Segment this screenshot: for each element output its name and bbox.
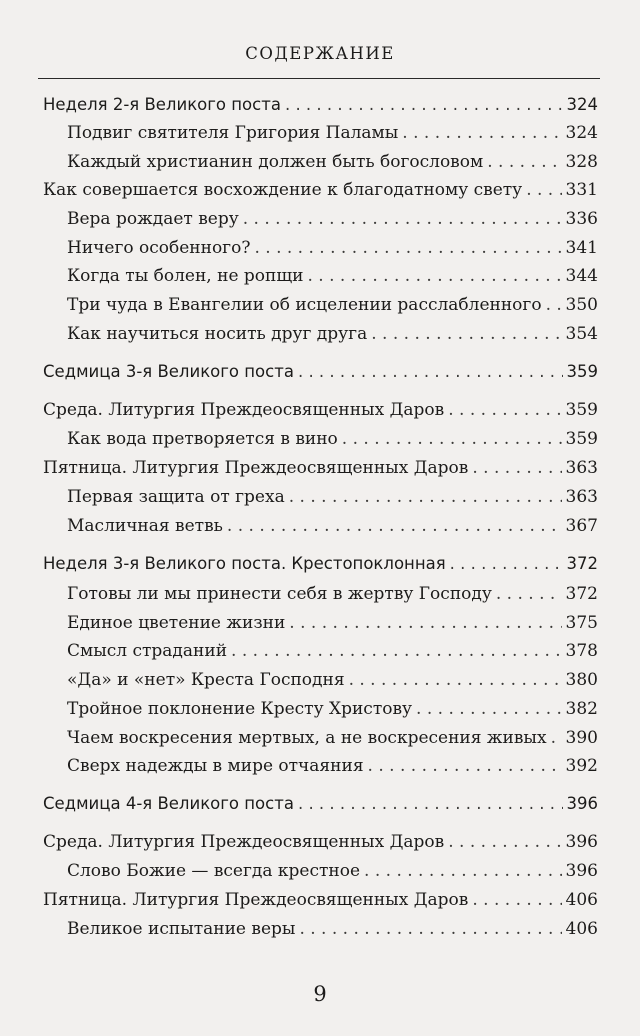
dot-leader (308, 263, 562, 289)
header-rule (38, 78, 600, 79)
toc-entry-title: Масличная ветвь (67, 516, 223, 536)
toc-entry-title: Ничего особенного? (67, 238, 251, 258)
dot-leader (243, 206, 562, 232)
dot-leader (551, 725, 562, 751)
toc-entry[interactable] (67, 321, 598, 347)
toc-entry-page: 375 (565, 613, 598, 633)
toc-entry-title: Пятница. Литургия Преждеосвященных Даров (43, 890, 469, 910)
toc-entry-page: 382 (565, 699, 598, 719)
toc-entry-title: Пятница. Литургия Преждеосвященных Даров (43, 458, 469, 478)
toc-entry[interactable] (43, 455, 598, 481)
toc-entry-title: Первая защита от греха (67, 487, 285, 507)
toc-entry-page: 336 (565, 209, 598, 229)
toc-entry-page: 380 (565, 670, 598, 690)
toc-entry-page: 324 (565, 123, 598, 143)
toc-entry-page: 331 (565, 180, 598, 200)
dot-leader (450, 551, 563, 577)
toc-section-heading[interactable] (43, 791, 598, 817)
toc-entry[interactable] (67, 581, 598, 607)
toc-entry[interactable] (67, 916, 598, 942)
toc-entry-page: 378 (565, 641, 598, 661)
toc-entry-title: Неделя 2-я Великого поста (43, 95, 281, 114)
toc-entry-page: 392 (565, 756, 598, 776)
toc-entry-title: Когда ты болен, не ропщи (67, 266, 304, 286)
toc-entry[interactable] (43, 887, 598, 913)
toc-entry-title: Единое цветение жизни (67, 613, 286, 633)
toc-entry[interactable] (67, 696, 598, 722)
toc-entry-title: Как научиться носить друг друга (67, 324, 368, 344)
dot-leader (496, 581, 562, 607)
toc-entry-page: 344 (565, 266, 598, 286)
toc-entry-page: 396 (565, 832, 598, 852)
dot-leader (231, 638, 562, 664)
toc-entry[interactable] (67, 858, 598, 884)
dot-leader (298, 791, 563, 817)
dot-leader (546, 292, 562, 318)
toc-entry-page: 396 (565, 861, 598, 881)
toc-entry-page: 350 (565, 295, 598, 315)
toc-entry-title: Каждый христианин должен быть богословом (67, 152, 484, 172)
toc-entry[interactable] (67, 235, 598, 261)
dot-leader (472, 887, 561, 913)
toc-entry-page: 324 (566, 95, 598, 114)
dot-leader (299, 916, 561, 942)
toc-entry-title: Слово Божие — всегда крестное (67, 861, 361, 881)
toc-entry[interactable] (67, 638, 598, 664)
page-number: 9 (313, 982, 327, 1006)
dot-leader (289, 484, 562, 510)
toc-entry-title: Готовы ли мы принести себя в жертву Господу (67, 584, 492, 604)
toc-entry-title: Вера рождает веру (67, 209, 239, 229)
toc-section-heading[interactable] (43, 551, 598, 577)
toc-entry[interactable] (67, 206, 598, 232)
dot-leader (349, 667, 562, 693)
dot-leader (416, 696, 562, 722)
toc-entry-page: 363 (565, 487, 598, 507)
toc-entry[interactable] (67, 120, 598, 146)
dot-leader (448, 397, 561, 423)
toc-entry[interactable] (43, 397, 598, 423)
dot-leader (342, 426, 562, 452)
dot-leader (289, 610, 561, 636)
toc-entry-page: 341 (565, 238, 598, 258)
toc-entry-page: 359 (565, 429, 598, 449)
toc-entry-title: «Да» и «нет» Креста Господня (67, 670, 345, 690)
toc-section-heading[interactable] (43, 359, 598, 385)
dot-leader (526, 177, 561, 203)
toc-entry[interactable] (67, 263, 598, 289)
toc-entry-title: Как вода претворяется в вино (67, 429, 338, 449)
toc-entry-title: Подвиг святителя Григория Паламы (67, 123, 399, 143)
dot-leader (227, 513, 562, 539)
toc-entry-page: 359 (565, 400, 598, 420)
toc-entry[interactable] (43, 829, 598, 855)
dot-leader (254, 235, 561, 261)
toc-entry-page: 354 (565, 324, 598, 344)
toc-entry-page: 406 (565, 919, 598, 939)
toc-entry-title: Неделя 3-я Великого поста. Крестопоклонная (43, 554, 446, 573)
toc-entry[interactable] (43, 177, 598, 203)
toc-entry-title: Сверх надежды в мире отчаяния (67, 756, 364, 776)
running-header: СОДЕРЖАНИЕ (245, 44, 395, 63)
toc-entry-title: Три чуда в Евангелии об исцелении расслабленного (67, 295, 542, 315)
toc-entry-title: Великое испытание веры (67, 919, 296, 939)
dot-leader (487, 149, 561, 175)
toc-entry-page: 363 (565, 458, 598, 478)
toc-entry-title: Как совершается восхождение к благодатному свету (43, 180, 523, 200)
toc-entry-title: Тройное поклонение Кресту Христову (67, 699, 413, 719)
dot-leader (448, 829, 561, 855)
dot-leader (285, 92, 563, 118)
toc-section-heading[interactable] (43, 92, 598, 118)
dot-leader (472, 455, 561, 481)
dot-leader (368, 753, 562, 779)
toc-entry-title: Седмица 3-я Великого поста (43, 362, 294, 381)
toc-entry-title: Смысл страданий (67, 641, 228, 661)
toc-entry-title: Чаем воскресения мертвых, а не воскресения живых (67, 728, 547, 748)
toc-entry[interactable] (67, 513, 598, 539)
toc-entry[interactable] (67, 753, 598, 779)
toc-entry-page: 372 (565, 584, 598, 604)
toc-entry-page: 372 (566, 554, 598, 573)
toc-entry[interactable] (67, 725, 598, 751)
toc-entry[interactable] (67, 484, 598, 510)
toc-entry-page: 390 (565, 728, 598, 748)
toc-entry[interactable] (67, 426, 598, 452)
toc-entry-title: Среда. Литургия Преждеосвященных Даров (43, 400, 445, 420)
toc-entry-page: 367 (565, 516, 598, 536)
toc-entry-title: Среда. Литургия Преждеосвященных Даров (43, 832, 445, 852)
toc-entry-page: 406 (565, 890, 598, 910)
dot-leader (364, 858, 562, 884)
toc-entry[interactable] (67, 149, 598, 175)
dot-leader (371, 321, 561, 347)
toc-entry[interactable] (67, 292, 598, 318)
dot-leader (402, 120, 561, 146)
toc-entry[interactable] (67, 667, 598, 693)
toc-entry[interactable] (67, 610, 598, 636)
toc-entry-page: 359 (566, 362, 598, 381)
dot-leader (298, 359, 563, 385)
toc-entry-page: 396 (566, 794, 598, 813)
toc-entry-page: 328 (565, 152, 598, 172)
toc-entry-title: Седмица 4-я Великого поста (43, 794, 294, 813)
